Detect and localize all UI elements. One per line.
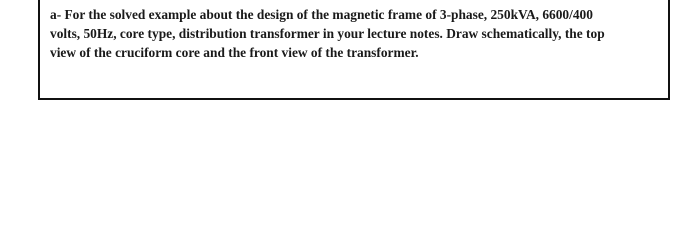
question-text [50,5,662,62]
question-line-1: a- For the solved example about the design of the magnetic frame of 3-phase, 250kVA, 6600/400 [50,7,593,22]
question-box [38,0,670,100]
question-line-2: volts, 50Hz, core type, distribution transformer in your lecture notes. Draw schematically, the top [50,26,605,41]
question-line-3: view of the cruciform core and the front view of the transformer. [50,45,419,60]
